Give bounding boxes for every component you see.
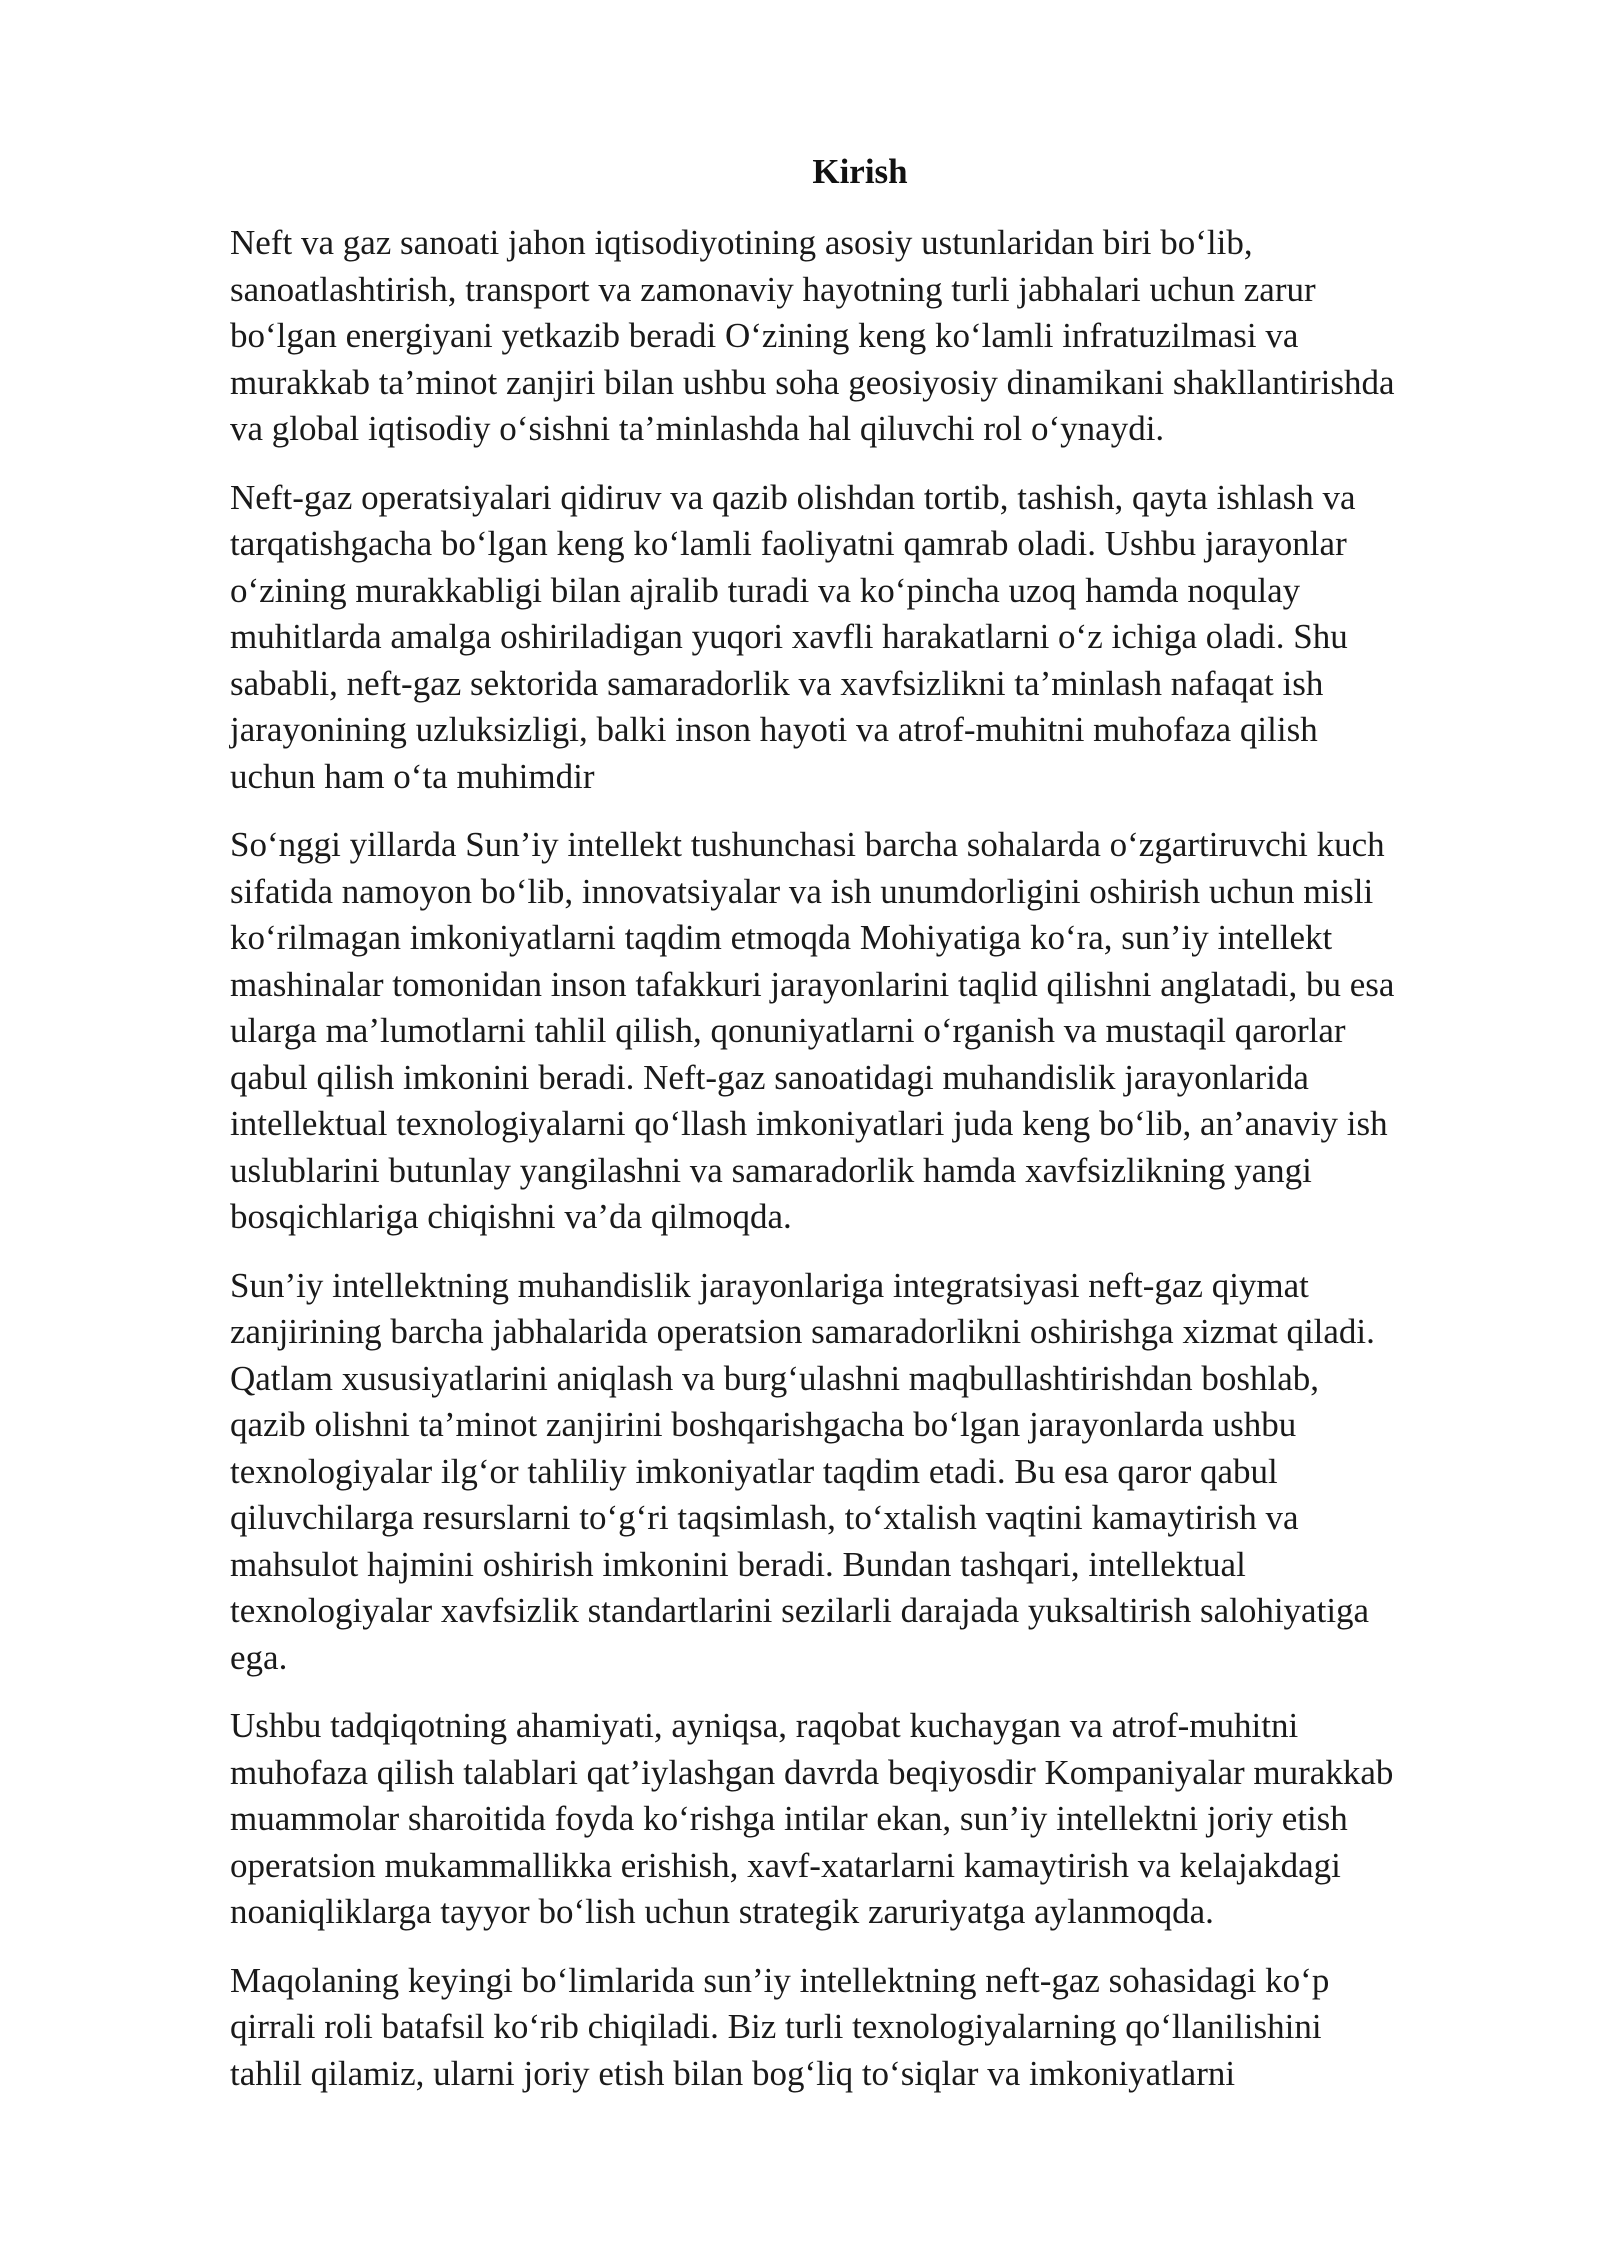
paragraph-2: [230, 475, 1502, 801]
text-line: qiluvchilarga resurslarni to‘g‘ri taqsimlash, to‘xtalish vaqtini kamaytirish va: [230, 1498, 1299, 1537]
paragraph-4: [230, 1263, 1502, 1682]
text-line: sababli, neft-gaz sektorida samaradorlik va xavfsizlikni ta’minlash nafaqat ish: [230, 663, 1324, 703]
paragraph-6: [230, 1958, 1502, 2098]
paragraph-1: [230, 220, 1502, 453]
text-line: sanoatlashtirish, transport va zamonaviy hayotning turli jabhalari uchun zarur: [230, 269, 1316, 309]
text-line: Ushbu tadqiqotning ahamiyati, ayniqsa, raqobat kuchaygan va atrof-muhitni: [230, 1706, 1299, 1745]
text-line: muammolar sharoitida foyda ko‘rishga intilar ekan, sun’iy intellektni joriy etish: [230, 1799, 1348, 1838]
text-line: tahlil qilamiz, ularni joriy etish bilan bog‘liq to‘siqlar va imkoniyatlarni: [230, 2053, 1236, 2093]
text-line: Neft-gaz operatsiyalari qidiruv va qazib olishdan tortib, tashish, qayta ishlash va: [230, 477, 1356, 517]
text-line: va global iqtisodiy o‘sishni ta’minlashda hal qiluvchi rol o‘ynaydi.: [230, 409, 1165, 448]
text-line: Maqolaning keyingi bo‘limlarida sun’iy intellektning neft-gaz sohasidagi ko‘p: [230, 1960, 1330, 2000]
text-line: operatsion mukammallikka erishish, xavf-xatarlarni kamaytirish va kelajakdagi: [230, 1845, 1341, 1885]
text-line: sifatida namoyon bo‘lib, innovatsiyalar va ish unumdorligini oshirish uchun misli: [230, 871, 1374, 911]
text-line: qirrali roli batafsil ko‘rib chiqiladi. Biz turli texnologiyalarning qo‘llanilishini: [230, 2007, 1322, 2046]
text-line: qazib olishni ta’minot zanjirini boshqarishgacha bo‘lgan jarayonlarda ushbu: [230, 1405, 1297, 1444]
text-line: intellektual texnologiyalarni qo‘llash imkoniyatlari juda keng bo‘lib, an’anaviy ish: [230, 1104, 1388, 1143]
text-line: bosqichlariga chiqishni va’da qilmoqda.: [230, 1197, 792, 1236]
text-line: bo‘lgan energiyani yetkazib beradi O‘zining keng ko‘lamli infratuzilmasi va: [230, 316, 1299, 355]
text-line: tarqatishgacha bo‘lgan keng ko‘lamli faoliyatni qamrab oladi. Ushbu jarayonlar: [230, 524, 1347, 563]
text-line: mahsulot hajmini oshirish imkonini beradi. Bundan tashqari, intellektual: [230, 1544, 1246, 1584]
text-line: murakkab ta’minot zanjiri bilan ushbu soha geosiyosiy dinamikani shakllantirishda: [230, 362, 1395, 402]
text-line: Qatlam xususiyatlarini aniqlash va burg‘ulashni maqbullashtirishdan boshlab,: [230, 1358, 1320, 1398]
document-title: Kirish: [812, 152, 908, 191]
text-line: ko‘rilmagan imkoniyatlarni taqdim etmoqda Mohiyatiga ko‘ra, sun’iy intellekt: [230, 918, 1333, 957]
text-line: noaniqliklarga tayyor bo‘lish uchun strategik zaruriyatga aylanmoqda.: [230, 1892, 1214, 1931]
text-line: mashinalar tomonidan inson tafakkuri jarayonlarini taqlid qilishni anglatadi, bu esa: [230, 964, 1395, 1004]
text-line: muhofaza qilish talablari qat’iylashgan davrda beqiyosdir Kompaniyalar murakkab: [230, 1752, 1394, 1792]
text-line: Sun’iy intellektning muhandislik jarayonlariga integratsiyasi neft-gaz qiymat: [230, 1265, 1309, 1305]
document-body: [230, 220, 1502, 2119]
text-line: muhitlarda amalga oshiriladigan yuqori xavfli harakatlarni o‘z ichiga oladi. Shu: [230, 617, 1348, 656]
text-line: texnologiyalar ilg‘or tahliliy imkoniyatlar taqdim etadi. Bu esa qaror qabul: [230, 1451, 1278, 1491]
paragraph-5: [230, 1703, 1502, 1936]
text-line: zanjirining barcha jabhalarida operatsion samaradorlikni oshirishga xizmat qiladi.: [230, 1312, 1375, 1351]
text-line: jarayonining uzluksizligi, balki inson hayoti va atrof-muhitni muhofaza qilish: [230, 710, 1318, 749]
text-line: So‘nggi yillarda Sun’iy intellekt tushunchasi barcha sohalarda o‘zgartiruvchi kuch: [230, 825, 1385, 864]
text-line: uslublarini butunlay yangilashni va samaradorlik hamda xavfsizlikning yangi: [230, 1150, 1312, 1190]
text-line: qabul qilish imkonini beradi. Neft-gaz sanoatidagi muhandislik jarayonlarida: [230, 1057, 1309, 1097]
text-line: texnologiyalar xavfsizlik standartlarini sezilarli darajada yuksaltirish salohiyatiga: [230, 1591, 1370, 1630]
paragraph-3: [230, 822, 1502, 1241]
text-line: ularga ma’lumotlarni tahlil qilish, qonuniyatlarni o‘rganish va mustaqil qarorlar: [230, 1011, 1346, 1050]
text-line: ega.: [230, 1637, 288, 1677]
text-line: uchun ham o‘ta muhimdir: [230, 756, 595, 796]
text-line: Neft va gaz sanoati jahon iqtisodiyotining asosiy ustunlaridan biri bo‘lib,: [230, 223, 1253, 262]
text-line: o‘zining murakkabligi bilan ajralib turadi va ko‘pincha uzoq hamda noqulay: [230, 570, 1301, 610]
